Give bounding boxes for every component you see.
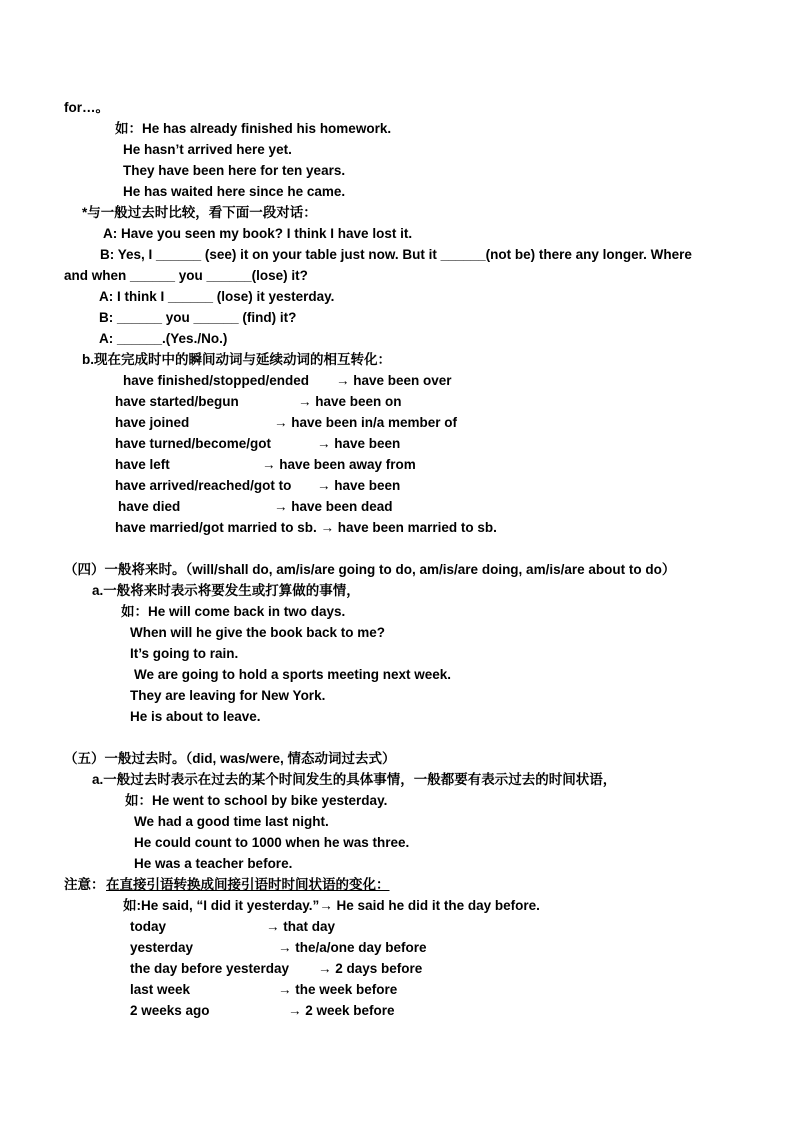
- text-line: have married/got married to sb. → have been married to sb.: [115, 520, 497, 535]
- verb-left: have arrived/reached/got to: [115, 478, 292, 493]
- verb-left: have turned/become/got: [115, 436, 272, 451]
- text-line: a.一般将来时表示将要发生或打算做的事情，: [92, 583, 360, 598]
- section-heading-future: （四）一般将来时。（will/shall do, am/is/are going to do, am/is/are doing, am/is/are about to do）: [64, 562, 676, 577]
- verb-left: have finished/stopped/ended: [123, 373, 310, 388]
- verb-right: → have been dead: [274, 499, 393, 514]
- time-right: → 2 week before: [288, 1003, 395, 1018]
- note-label: 注意：: [64, 877, 105, 892]
- verb-right: → have been in/a member of: [274, 415, 458, 430]
- text-line: 如：He will come back in two days.: [121, 604, 346, 619]
- text-line: 如：He went to school by bike yesterday.: [125, 793, 388, 808]
- note-text: 在直接引语转换成间接引语时时间状语的变化：: [106, 877, 390, 892]
- verb-left: have joined: [115, 415, 190, 430]
- text-line: b.现在完成时中的瞬间动词与延续动词的相互转化：: [82, 352, 391, 367]
- text-line: He has waited here since he came.: [123, 184, 346, 199]
- time-left: last week: [130, 982, 191, 997]
- verb-left: have started/begun: [115, 394, 239, 409]
- text-line: *与一般过去时比较，看下面一段对话：: [82, 205, 317, 220]
- text-line: They have been here for ten years.: [123, 163, 346, 178]
- text-line: He hasn’t arrived here yet.: [123, 142, 292, 157]
- text-line: and when ______ you ______(lose) it?: [64, 268, 308, 283]
- text-line: We are going to hold a sports meeting next week.: [134, 667, 452, 682]
- time-left: the day before yesterday: [130, 961, 290, 976]
- verb-right: → have been: [317, 478, 401, 493]
- time-right: → the/a/one day before: [278, 940, 427, 955]
- section-heading-past: （五）一般过去时。（did, was/were, 情态动词过去式）: [64, 751, 396, 766]
- text-line: 如:He said, “I did it yesterday.”→ He said he did it the day before.: [123, 898, 540, 913]
- text-line: B: Yes, I ______ (see) it on your table just now. But it ______(not be) there any longer. Where: [100, 247, 692, 262]
- text-line: B: ______ you ______ (find) it?: [99, 310, 297, 325]
- text-line: It’s going to rain.: [130, 646, 239, 661]
- text-line: A: ______.(Yes./No.): [99, 331, 228, 346]
- verb-right: → have been: [317, 436, 401, 451]
- time-right: → the week before: [278, 982, 398, 997]
- text-line: We had a good time last night.: [134, 814, 329, 829]
- text-line: He could count to 1000 when he was three.: [134, 835, 410, 850]
- verb-right: → have been away from: [262, 457, 416, 472]
- verb-right: → have been on: [298, 394, 402, 409]
- verb-right: → have been over: [336, 373, 452, 388]
- text-line: He is about to leave.: [130, 709, 261, 724]
- text-line: They are leaving for New York.: [130, 688, 326, 703]
- text-line: A: Have you seen my book? I think I have lost it.: [103, 226, 413, 241]
- time-left: yesterday: [130, 940, 194, 955]
- time-right: → 2 days before: [318, 961, 423, 976]
- text-line: A: I think I ______ (lose) it yesterday.: [99, 289, 335, 304]
- text-line: When will he give the book back to me?: [130, 625, 386, 640]
- text-line: for…。: [64, 100, 109, 115]
- text-line: He was a teacher before.: [134, 856, 293, 871]
- time-right: → that day: [266, 919, 336, 934]
- time-left: 2 weeks ago: [130, 1003, 210, 1018]
- verb-left: have died: [118, 499, 181, 514]
- verb-left: have left: [115, 457, 170, 472]
- time-left: today: [130, 919, 167, 934]
- text-line: 如：He has already finished his homework.: [115, 121, 392, 136]
- text-line: a.一般过去时表示在过去的某个时间发生的具体事情，一般都要有表示过去的时间状语，: [92, 772, 617, 787]
